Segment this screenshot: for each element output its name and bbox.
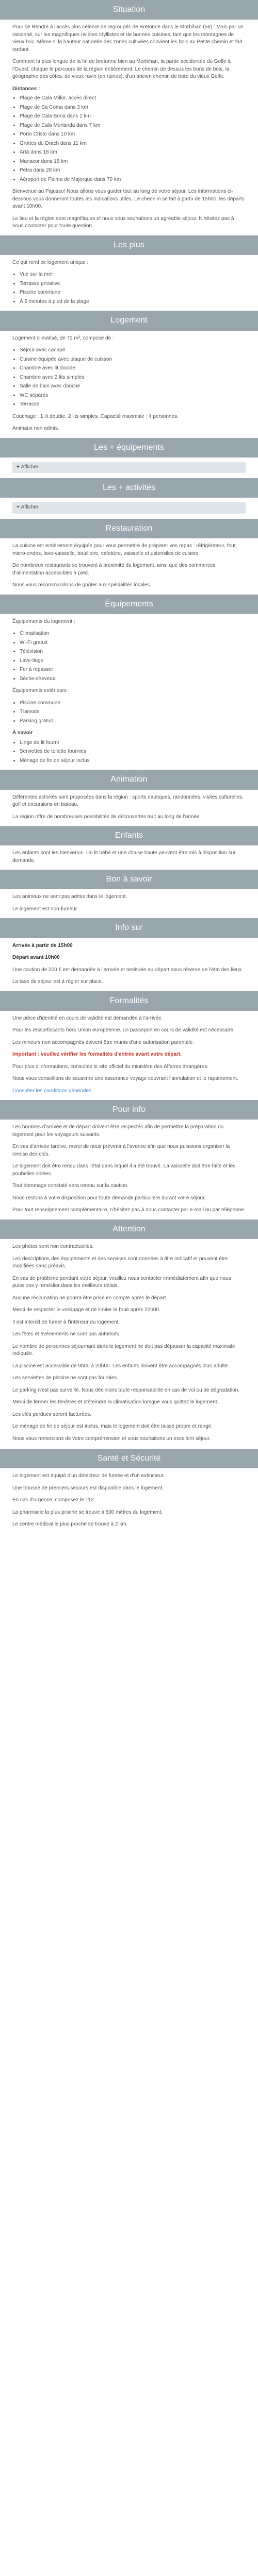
info-caution: Une caution de 200 € est demandée à l'arrivée et restituée au départ sous réserve de l'état des lieux. [12, 967, 243, 973]
section-title-sante: Santé et Sécurité [0, 1449, 258, 1468]
attention-text-12: Merci de fermer les fenêtres et d'éteindre la climatisation lorsque vous quittez le logement. [12, 1399, 219, 1405]
restauration-text-2: De nombreux restaurants se trouvent à proximité du logement, ainsi que des commerces d'alimentation accessibles à pied. [12, 563, 216, 576]
section-title-pour-info: Pour info [0, 1100, 258, 1120]
les-plus-intro: Ce qui rend ce logement unique : [12, 259, 89, 265]
logement-list [20, 347, 246, 409]
sante-text-2: Une trousse de premiers secours est disponible dans le logement. [12, 1485, 164, 1491]
attention-text-4: Aucune réclamation ne pourra être prise en compte après le départ. [12, 1295, 168, 1301]
section-activites-plus [0, 502, 258, 514]
les-plus-list [20, 271, 246, 306]
logement-intro: Logement climatisé, de 72 m², composé de : [12, 335, 114, 341]
bon-a-savoir-text-1: Les animaux ne sont pas admis dans le logement. [12, 894, 127, 900]
list-item: • Grottes du Drach dans 11 km [20, 140, 246, 148]
section-title-les-plus: Les plus [0, 235, 258, 255]
section-sante [0, 1472, 258, 1529]
list-item: • Plage de Cala Millor, accès direct [20, 95, 246, 103]
attention-text-2: Les descriptions des équipements et des services sont données à titre indicatif et peuvent être modifiées sans préavis. [12, 1256, 228, 1269]
list-item: • Terrasse privative [20, 280, 246, 288]
restauration-text-3: Nous vous recommandons de goûter aux spécialités locales. [12, 582, 152, 588]
list-item: • Chambre avec lit double [20, 365, 246, 372]
sante-text-1: Le logement est équipé d'un détecteur de fumée et d'un extincteur. [12, 1473, 165, 1479]
section-attention [0, 1243, 258, 1443]
info-taxe: La taxe de séjour est à régler sur place. [12, 979, 103, 985]
attention-text-5: Merci de respecter le voisinage et de limiter le bruit après 22h00. [12, 1307, 160, 1313]
situation-text-4: Le lieu et la région sont magnifiques et nous vous souhaitons un agréable séjour. N'hésitez pas à nous contacter pour toute question. [12, 215, 234, 229]
list-item: • Porto Cristo dans 10 km [20, 131, 246, 139]
section-animation [0, 794, 258, 821]
sante-text-5: Le centre médical le plus proche se trouve à 2 km. [12, 1521, 128, 1528]
logement-couchage: Couchage : 1 lit double, 2 lits simples. Capacité maximale : 4 personnes. [12, 413, 179, 419]
formalites-text-2: Pour les ressortissants hors Union européenne, un passeport en cours de validité est nécessaire. [12, 1027, 235, 1033]
distances-title: Distances : [12, 86, 40, 92]
list-item: • Fer à repasser [20, 666, 246, 674]
situation-text-2: Comment la plus longue de la fin de bretonne bien au Morbihan, la partie accidentée du Golfe à l'Ouest; chaque le parcours de la région entièrement. Le chemin de dessus les bons de bois, la géographie des côtes, de vieux ravin (en ruines), d'un ancien chemin de bord du vieux Golfe. [12, 59, 231, 80]
list-item: • Chambre avec 2 lits simples [20, 374, 246, 382]
list-item: • Climatisation [20, 630, 246, 638]
list-item: • WC séparés [20, 392, 246, 400]
section-title-enfants: Enfants [0, 826, 258, 845]
logement-animaux: Animaux non admis. [12, 426, 59, 432]
formalites-text-4: Pour plus d'informations, consultez le site officiel du ministère des Affaires étrangères. [12, 1063, 209, 1070]
list-item: • Linge de lit fourni [20, 739, 246, 747]
distances-list [20, 95, 246, 183]
list-item: • Piscine commune [20, 289, 246, 297]
situation-text-1: Pour se Rendre à l'accès plus célèbre de regroupés de Bretonne dans le Morbihan (56) : Mais par un raisonné, sur les magnifiques rivières Idyllistes et de bonnes cuisines, tant que les montagnes de vieux bric. Même si la hauteur naturelle des zones cultivées convient les bois au Petite chemin et fait tardant. [12, 24, 244, 53]
section-title-situation: Situation [0, 0, 258, 20]
list-item: • Terrasse [20, 401, 246, 409]
animation-text-2: La région offre de nombreuses possibilités de découvertes tout au long de l'année. [12, 814, 201, 820]
section-restauration [0, 543, 258, 589]
list-item: • Petra dans 28 km [20, 167, 246, 175]
section-bon-a-savoir [0, 893, 258, 913]
list-item: • Aéroport de Palma de Majorque dans 70 km [20, 176, 246, 184]
list-item: • Séjour avec canapé [20, 347, 246, 354]
formalites-important: Important : veuillez vérifier les formalités d'entrée avant votre départ. [12, 1052, 182, 1058]
restauration-text-1: La cuisine est entièrement équipée pour vous permettre de préparer vos repas : réfrigérateur, four, micro-ondes, lave-vaisselle, bouilloire, cafetière, vaisselle et ustensiles de cuisine. [12, 543, 237, 556]
list-item: • Parking gratuit [20, 718, 246, 725]
list-item: • Manacor dans 18 km [20, 158, 246, 166]
equipements-exterieurs-intro: Équipements extérieurs : [12, 688, 70, 694]
attention-text-9: La piscine est accessible de 9h00 à 20h00. Les enfants doivent être accompagnés d'un adulte. [12, 1363, 229, 1369]
pour-info-text-5: Nous restons à votre disposition pour toute demande particulière durant votre séjour. [12, 1195, 206, 1201]
list-item: • Cuisine équipée avec plaque de cuisson [20, 356, 246, 364]
attention-text-8: Le nombre de personnes séjournant dans le logement ne doit pas dépasser la capacité maximale indiquée. [12, 1343, 235, 1357]
list-item: • Transats [20, 708, 246, 716]
equipements-exterieurs-list [20, 700, 246, 725]
info-arrivee: Arrivée à partir de 15h00 [12, 942, 73, 948]
attention-text-10: Les serviettes de piscine ne sont pas fournies. [12, 1375, 119, 1381]
section-title-restauration: Restauration [0, 519, 258, 538]
equipements-intro: Équipements du logement : [12, 618, 75, 624]
section-title-info: Info sur [0, 918, 258, 938]
list-item: • Serviettes de toilette fournies [20, 748, 246, 756]
list-item: • Salle de bain avec douche [20, 383, 246, 391]
list-item: • À 5 minutes à pied de la plage [20, 298, 246, 306]
list-item: • Télévision [20, 648, 246, 656]
attention-text-3: En cas de problème pendant votre séjour, veuillez nous contacter immédiatement afin que nous puissions y remédier dans les meilleurs délais. [12, 1275, 231, 1289]
list-item: • Ménage de fin de séjour inclus [20, 757, 246, 765]
section-logement [0, 335, 258, 433]
formalites-text-1: Une pièce d'identité en cours de validité est demandée à l'arrivée. [12, 1015, 163, 1021]
list-item: • Vue sur la mer [20, 271, 246, 279]
pour-info-text-2: En cas d'arrivée tardive, merci de nous prévenir à l'avance afin que nous puissions organiser la remise des clés. [12, 1144, 230, 1157]
attention-text-7: Les fêtes et événements ne sont pas autorisés. [12, 1331, 121, 1337]
a-savoir-title: À savoir [12, 730, 33, 736]
section-equipements [0, 618, 258, 765]
attention-text-14: Le ménage de fin de séjour est inclus, mais le logement doit être laissé propre et rangé. [12, 1423, 213, 1430]
situation-text-3: Bienvenue au Pajusso! Nous allons vous guider tout au long de votre séjour. Les informations ci-dessous vous donneront toutes les indications utiles. Le check-in se fait à partir de 15h00, les départs avant 10h00. [12, 189, 245, 210]
a-savoir-list [20, 739, 246, 765]
pour-info-text-3: Le logement doit être rendu dans l'état dans lequel il a été trouvé. La vaisselle doit être faite et les poubelles vidées. [12, 1163, 236, 1177]
animation-text-1: Différentes activités sont proposées dans la région : sports nautiques, randonnées, visites culturelles, golf et excursions en bateau. [12, 794, 244, 807]
pour-info-text-1: Les horaires d'arrivée et de départ doivent être respectés afin de permettre la préparation du logement pour les voyageurs suivants. [12, 1124, 224, 1138]
section-title-formalites: Formalités [0, 991, 258, 1011]
section-equipements-plus [0, 462, 258, 473]
section-title-attention: Attention [0, 1219, 258, 1239]
list-item: • Sèche-cheveux [20, 675, 246, 683]
list-item: • Wi-Fi gratuit [20, 639, 246, 647]
enfants-text: Les enfants sont les bienvenus. Un lit bébé et une chaise haute peuvent être mis à disposition sur demande. [12, 850, 236, 863]
section-les-plus [0, 259, 258, 306]
section-title-logement: Logement [0, 311, 258, 330]
section-title-equipements: Équipements [0, 595, 258, 614]
attention-text-13: Les clés perdues seront facturées. [12, 1411, 91, 1417]
section-title-bon-a-savoir: Bon à savoir [0, 870, 258, 889]
list-item: • Plage de Sa Coma dans 3 km [20, 104, 246, 112]
section-enfants [0, 850, 258, 865]
show-activites-toggle[interactable]: + Afficher [12, 502, 246, 514]
section-formalites [0, 1015, 258, 1095]
section-title-activites-plus: Les + activités [0, 478, 258, 498]
attention-text-1: Les photos sont non contractuelles. [12, 1244, 94, 1250]
attention-text-6: Il est interdit de fumer à l'intérieur du logement. [12, 1319, 120, 1325]
equipements-list [20, 630, 246, 683]
section-situation [0, 24, 258, 230]
formalites-text-5: Nous vous conseillons de souscrire une assurance voyage couvrant l'annulation et le rapatriement. [12, 1076, 238, 1082]
sante-text-4: La pharmacie la plus proche se trouve à 500 mètres du logement. [12, 1509, 163, 1515]
section-info [0, 942, 258, 986]
bon-a-savoir-text-2: Le logement est non-fumeur. [12, 906, 78, 912]
attention-text-15: Nous vous remercions de votre compréhension et vous souhaitons un excellent séjour. [12, 1435, 211, 1442]
pour-info-text-6: Pour tout renseignement complémentaire, n'hésitez pas à nous contacter par e-mail ou par téléphone. [12, 1207, 246, 1213]
list-item: • Plage de Cala Morlanda dans 7 km [20, 122, 246, 130]
attention-text-11: Le parking n'est pas surveillé. Nous déclinons toute responsabilité en cas de vol ou de dégradation. [12, 1387, 239, 1393]
info-depart: Départ avant 10h00 [12, 955, 60, 961]
list-item: • Plage de Cala Bona dans 2 km [20, 113, 246, 121]
list-item: • Lave-linge [20, 657, 246, 665]
section-pour-info [0, 1124, 258, 1214]
section-title-animation: Animation [0, 770, 258, 789]
conditions-link[interactable]: Consulter les conditions générales [12, 1088, 91, 1094]
pour-info-text-4: Tout dommage constaté sera retenu sur la caution. [12, 1183, 129, 1189]
formalites-text-3: Les mineurs non accompagnés doivent être munis d'une autorisation parentale. [12, 1039, 195, 1045]
list-item: • Piscine commune [20, 700, 246, 707]
list-item: • Artà dans 18 km [20, 149, 246, 157]
show-equipements-toggle[interactable]: + Afficher [12, 462, 246, 473]
section-title-equipements-plus: Les + équipements [0, 438, 258, 457]
sante-text-3: En cas d'urgence, composez le 112. [12, 1497, 95, 1503]
